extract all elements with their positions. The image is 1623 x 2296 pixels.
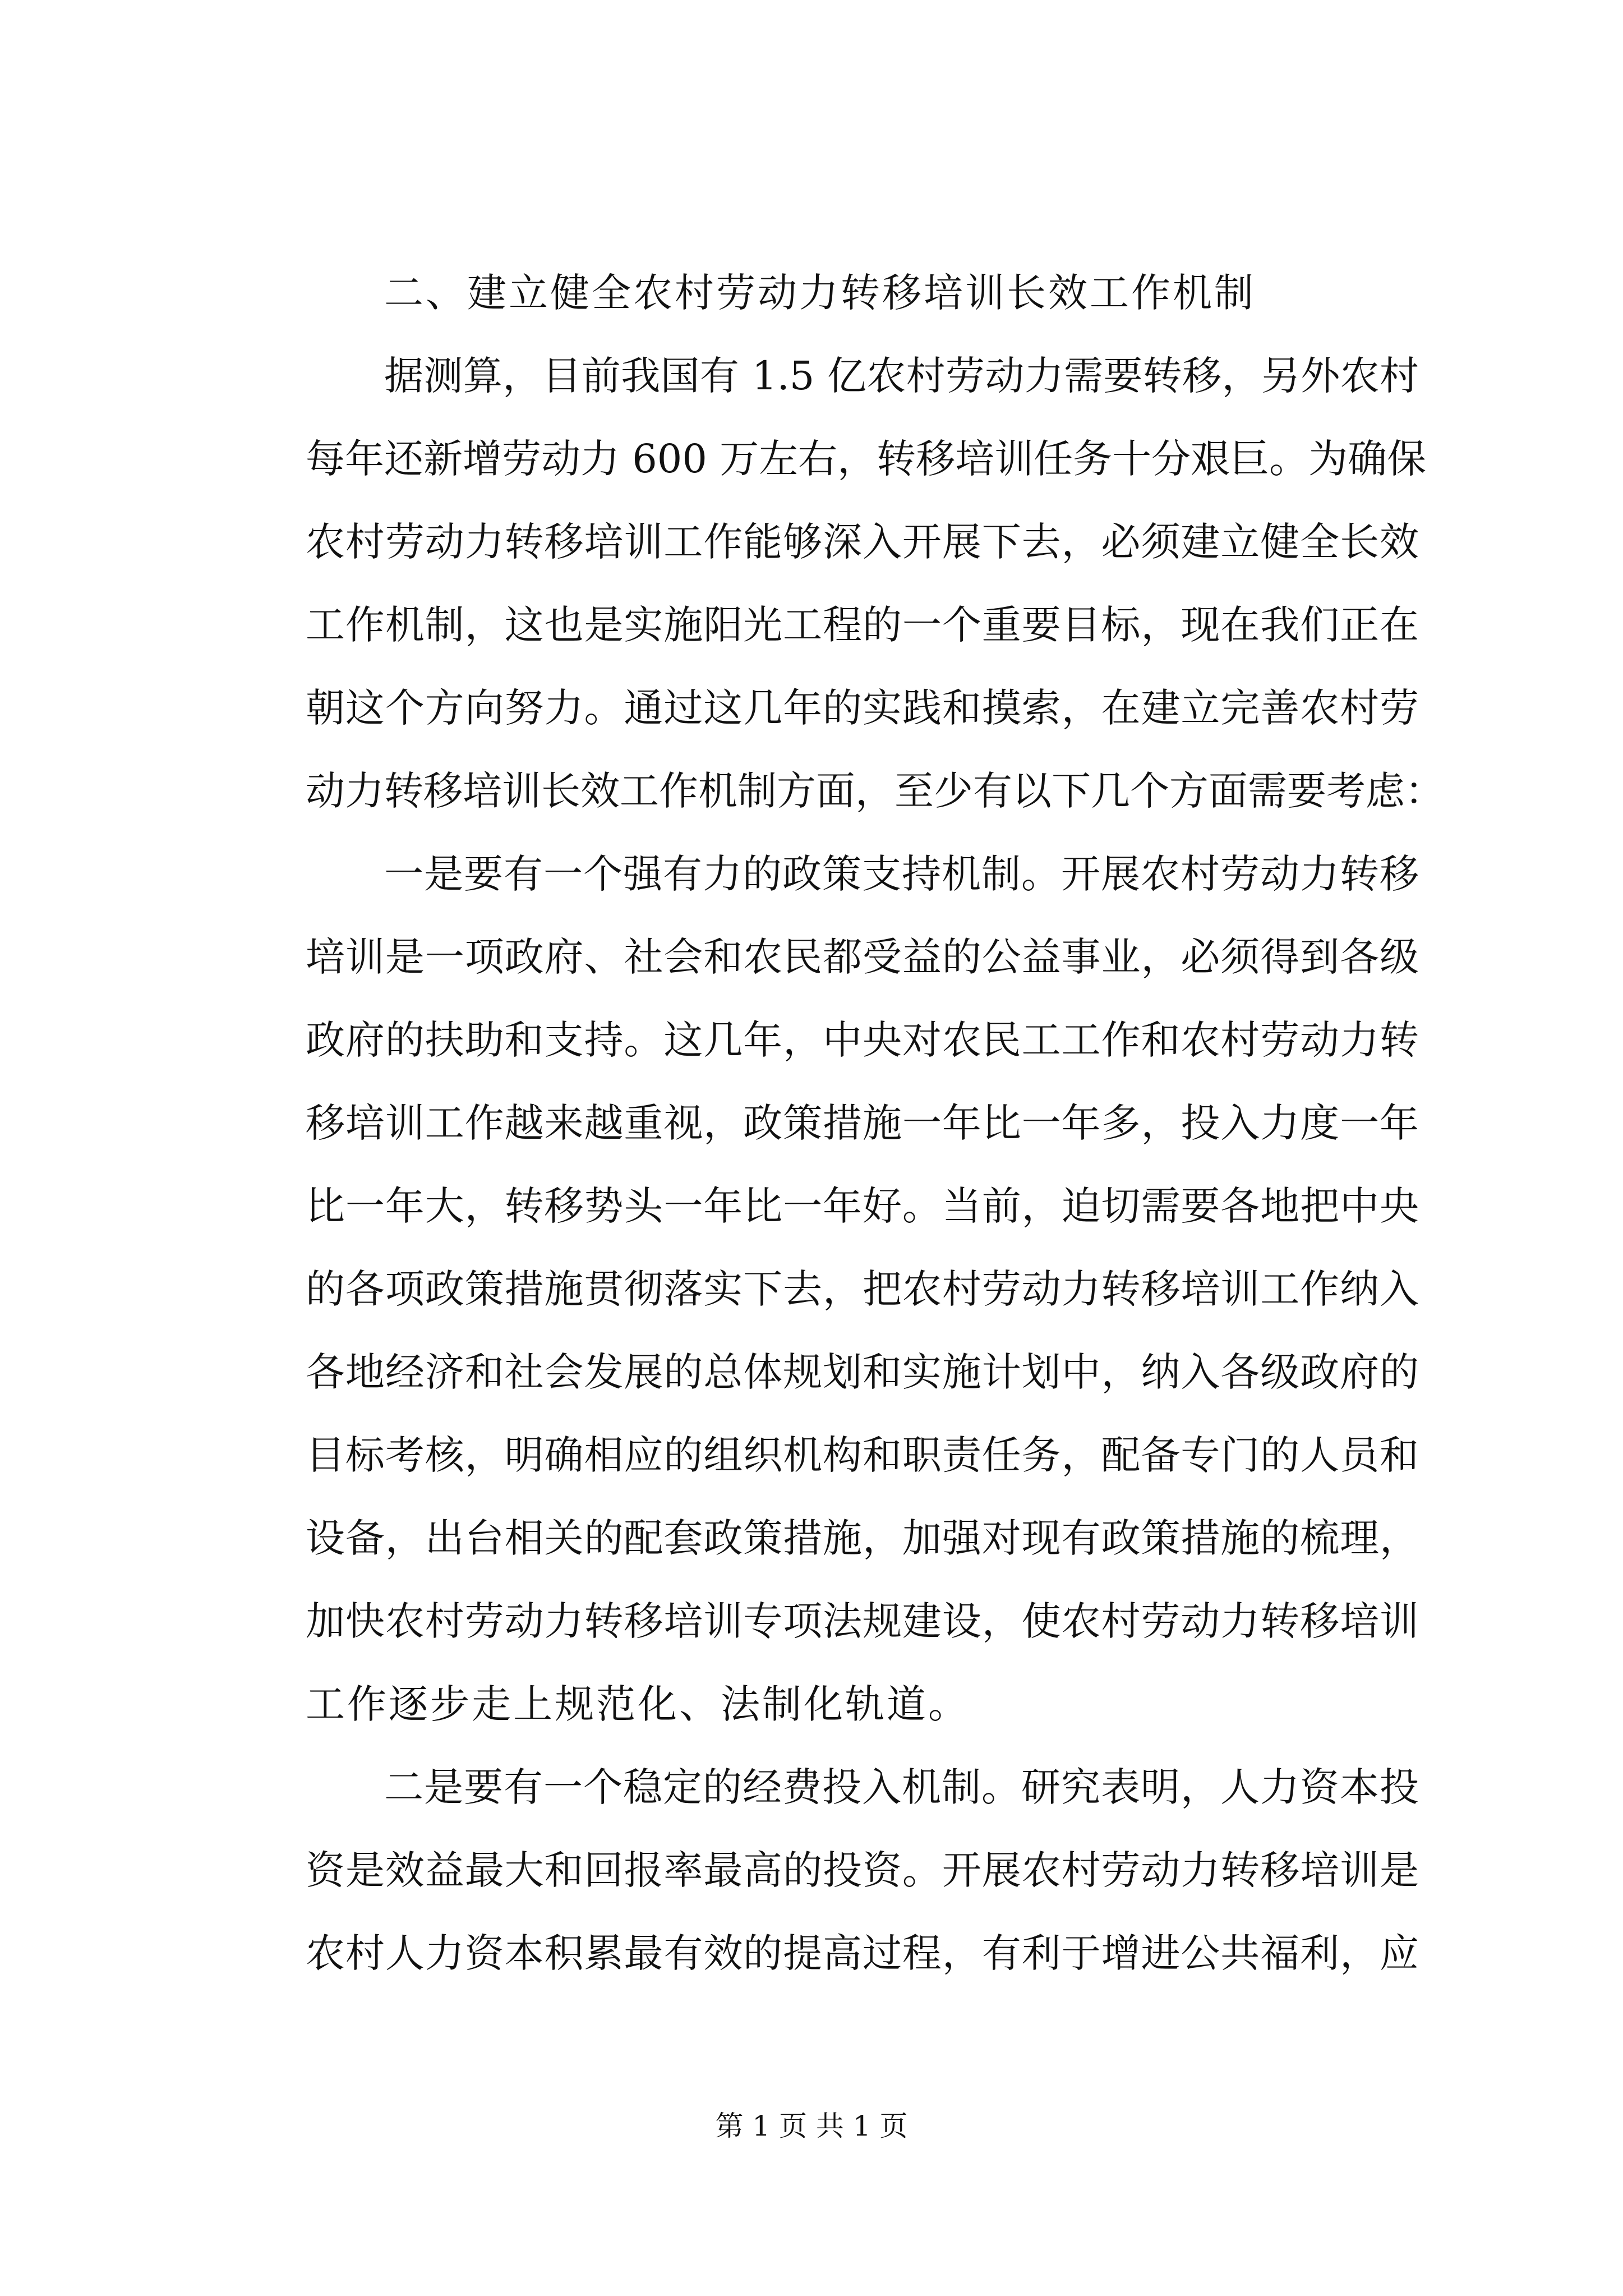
section-heading: 二、建立健全农村劳动力转移培训长效工作机制 (384, 270, 1256, 316)
text-line: 一是要有一个强有力的政策支持机制。开展农村劳动力转移 (384, 851, 1419, 897)
text-line: 各地经济和社会发展的总体规划和实施计划中，纳入各级政府的 (306, 1349, 1419, 1395)
text-line: 二是要有一个稳定的经费投入机制。研究表明，人力资本投 (384, 1764, 1419, 1810)
paragraph-3 (306, 1746, 1419, 1995)
text-line: 政府的扶助和支持。这几年，中央对农民工工作和农村劳动力转 (306, 1017, 1419, 1063)
text-line: 工作逐步走上规范化、法制化轨道。 (306, 1681, 970, 1727)
text-line: 农村劳动力转移培训工作能够深入开展下去，必须建立健全长效 (306, 519, 1419, 565)
text-line: 据测算，目前我国有 1.5 亿农村劳动力需要转移，另外农村 (384, 353, 1419, 399)
text-line: 培训是一项政府、社会和农民都受益的公益事业，必须得到各级 (306, 934, 1419, 980)
text-line: 朝这个方向努力。通过这几年的实践和摸索，在建立完善农村劳 (306, 685, 1419, 731)
paragraph-2 (306, 832, 1419, 1746)
text-line: 移培训工作越来越重视，政策措施一年比一年多，投入力度一年 (306, 1100, 1419, 1146)
text-line: 动力转移培训长效工作机制方面，至少有以下几个方面需要考虑： (306, 768, 1444, 814)
text-line: 资是效益最大和回报率最高的投资。开展农村劳动力转移培训是 (306, 1847, 1419, 1893)
text-line: 的各项政策措施贯彻落实下去，把农村劳动力转移培训工作纳入 (306, 1266, 1419, 1312)
text-line: 工作机制，这也是实施阳光工程的一个重要目标，现在我们正在 (306, 602, 1419, 648)
text-line: 设备，出台相关的配套政策措施，加强对现有政策措施的梳理， (306, 1515, 1419, 1561)
text-line: 加快农村劳动力转移培训专项法规建设，使农村劳动力转移培训 (306, 1598, 1419, 1644)
text-line: 比一年大，转移势头一年比一年好。当前，迫切需要各地把中央 (306, 1183, 1419, 1229)
text-line: 农村人力资本积累最有效的提高过程，有利于增进公共福利，应 (306, 1930, 1419, 1976)
text-line: 目标考核，明确相应的组织机构和职责任务，配备专门的人员和 (306, 1432, 1419, 1478)
page-footer: 第 1 页 共 1 页 (715, 2110, 908, 2142)
paragraph-1 (306, 334, 1444, 832)
document-body (306, 251, 1444, 1995)
text-line: 每年还新增劳动力 600 万左右，转移培训任务十分艰巨。为确保 (306, 436, 1427, 482)
